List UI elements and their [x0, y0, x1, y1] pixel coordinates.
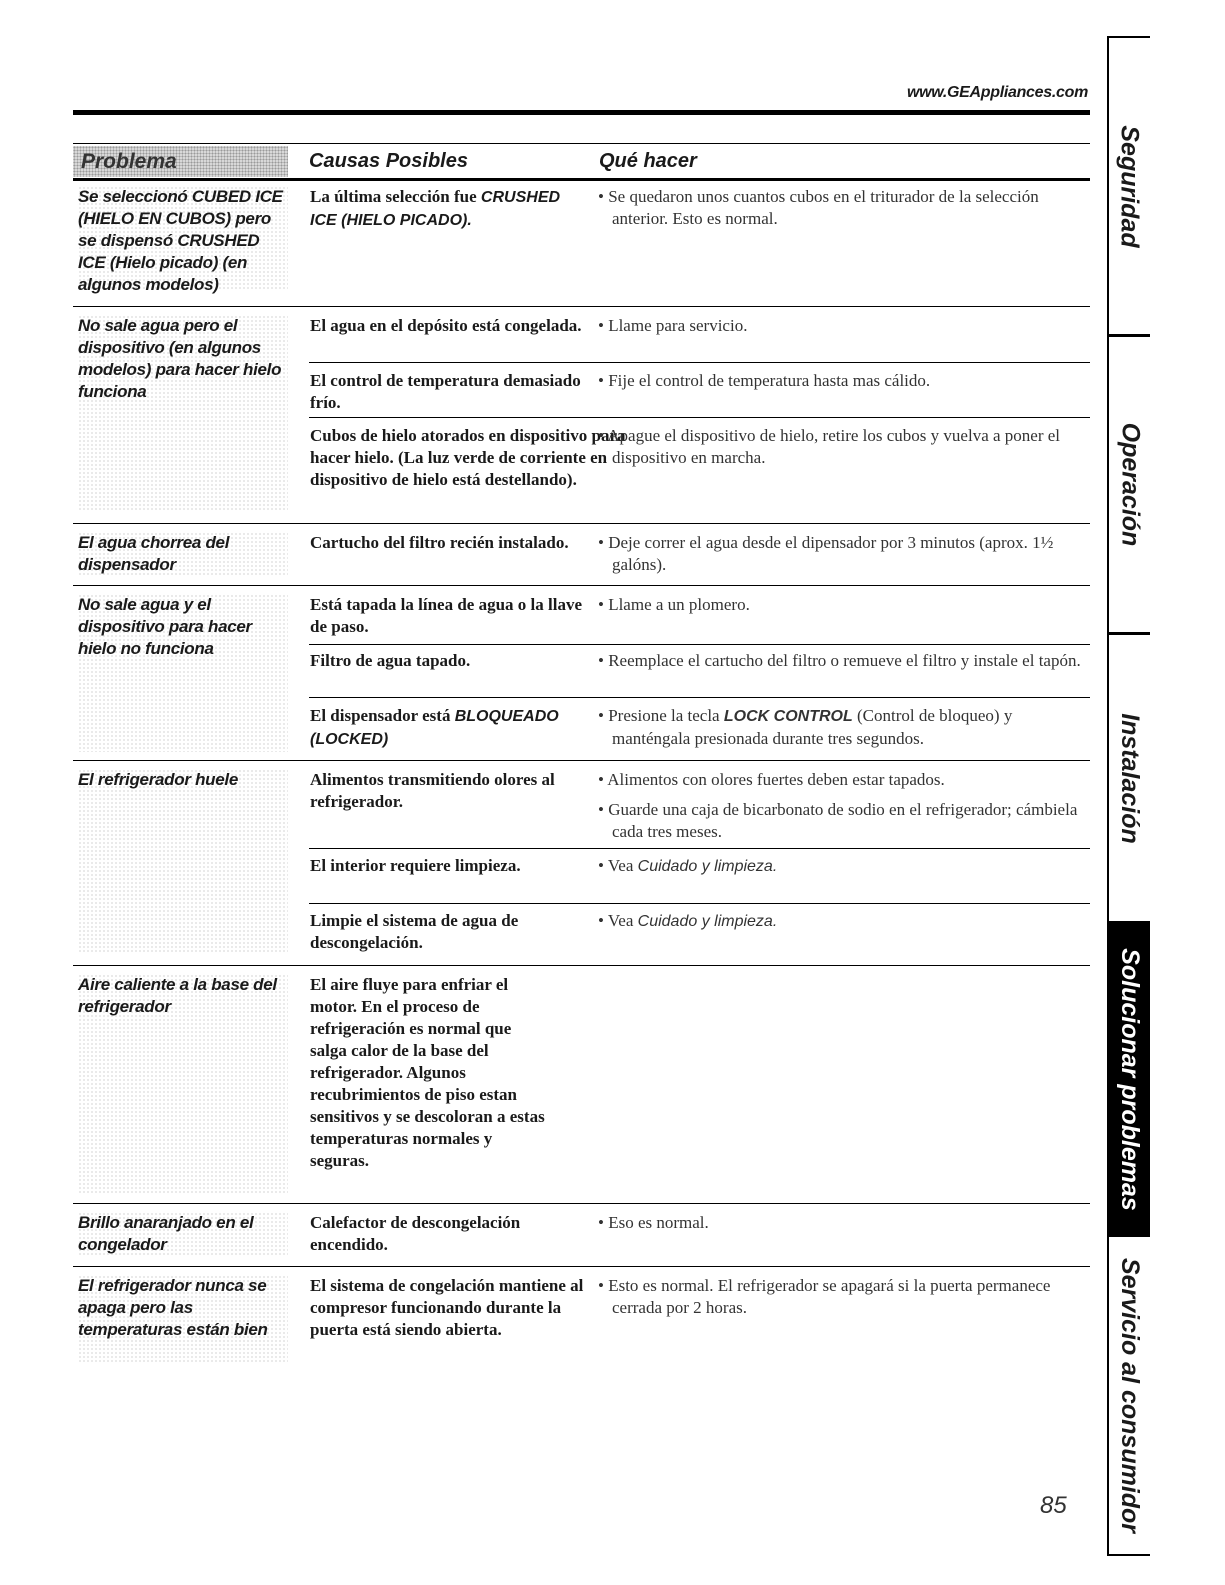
table-header [73, 143, 1090, 181]
problem-water-drips: El agua chorrea del dispensador [78, 532, 288, 576]
locked-label: BLOQUEADO (LOCKED) [310, 708, 559, 748]
cause-defrost-water: Limpie el sistema de agua de descongelación. [310, 911, 519, 952]
care-link-text: Cuidado y limpieza. [637, 913, 778, 930]
solution-replace-filter: • Reemplace el cartucho del filtro o remueve el filtro y instale el tapón. [598, 651, 1081, 670]
cause-cubes-stuck: Cubos de hielo atorados en dispositivo para hacer hielo. (La luz verde de corriente en dispositivo de hielo está destellando). [310, 426, 626, 489]
row-divider [73, 306, 1090, 307]
row-divider [73, 585, 1090, 586]
problem-orange-glow: Brillo anaranjado en el congelador [78, 1212, 288, 1256]
cause-dispenser-locked: El dispensador está BLOQUEADO (LOCKED) [310, 706, 559, 748]
problem-warm-air-base: Aire caliente a la base del refrigerador [78, 974, 288, 1194]
solution-see-care: • Vea Cuidado y limpieza. [598, 911, 778, 930]
cause-line-blocked: Está tapada la línea de agua o la llave de paso. [310, 595, 583, 636]
sub-divider [309, 697, 1090, 698]
row-divider [73, 523, 1090, 524]
lock-control-label: LOCK CONTROL [723, 708, 853, 725]
tab-seguridad[interactable]: Seguridad [1116, 124, 1144, 248]
row-divider [73, 1266, 1090, 1267]
sub-divider [309, 417, 1090, 418]
row-divider [73, 760, 1090, 761]
row-divider [73, 965, 1090, 966]
cause-new-filter: Cartucho del filtro recién instalado. [310, 533, 569, 552]
tab-servicio-consumidor[interactable]: Servicio al consumidor [1116, 1257, 1144, 1534]
solution-call-service: • Llame para servicio. [598, 316, 748, 335]
cause-interior-cleaning: El interior requiere limpieza. [310, 856, 521, 875]
sub-divider [309, 362, 1090, 363]
solution-cover-foods: • Alimentos con olores fuertes deben estar tapados. [598, 770, 945, 789]
problem-cubed-ice: Se seleccionó CUBED ICE (HIELO EN CUBOS) pero se dispensó CRUSHED ICE (Hielo picado) (en algunos modelos) [78, 186, 288, 290]
cause-temp-too-cold: El control de temperatura demasiado frío. [310, 371, 581, 412]
cause-filter-clogged: Filtro de agua tapado. [310, 651, 471, 670]
cause-crushed-selection: La última selección fue CRUSHED ICE (HIELO PICADO). [310, 187, 561, 229]
solution-normal-leftover: • Se quedaron unos cuantos cubos en el triturador de la selección anterior. Esto es normal. [598, 187, 1039, 228]
header-problema: Problema [73, 146, 288, 177]
solution-see-care: • Vea Cuidado y limpieza. [598, 856, 778, 875]
cause-defrost-heater: Calefactor de descongelación encendido. [310, 1213, 521, 1254]
cause-airflow-motor: El aire fluye para enfriar el motor. En el proceso de refrigeración es normal que salga calor de la base del refrigerador. Algunos recubrimientos de piso estan sensitivos y se descoloran a estas temperaturas normales y seguras. [310, 975, 545, 1170]
top-rule [73, 110, 1090, 115]
solution-restart-icemaker: • Apague el dispositivo de hielo, retire los cubos y vuelva a poner el dispositivo en marcha. [598, 426, 1061, 467]
tab-instalacion[interactable]: Instalación [1116, 712, 1144, 844]
problem-odor: El refrigerador huele [78, 769, 288, 954]
section-tabs [1107, 36, 1150, 1556]
problem-no-water-icemaker-works: No sale agua pero el dispositivo (en algunos modelos) para hacer hielo funciona [78, 315, 288, 511]
header-que-hacer: Qué hacer [599, 150, 697, 172]
solution-door-closed: • Esto es normal. El refrigerador se apagará si la puerta permanece cerrada por 2 horas. [598, 1276, 1051, 1317]
site-url: www.GEAppliances.com [906, 84, 1088, 101]
cause-frozen-reservoir: El agua en el depósito está congelada. [310, 316, 582, 335]
cause-freezing-system: El sistema de congelación mantiene al compresor funcionando durante la puerta está siendo abierta. [310, 1276, 584, 1339]
cause-crushed-label: CRUSHED ICE (HIELO PICADO). [310, 189, 561, 229]
solution-set-warmer: • Fije el control de temperatura hasta mas cálido. [598, 371, 931, 390]
header-causas: Causas Posibles [309, 150, 468, 172]
solution-normal: • Eso es normal. [598, 1213, 709, 1232]
sub-divider [309, 848, 1090, 849]
problem-never-stops: El refrigerador nunca se apaga pero las temperaturas están bien [78, 1275, 288, 1363]
care-link-text: Cuidado y limpieza. [637, 858, 778, 875]
tab-operacion[interactable]: Operación [1116, 422, 1144, 547]
solution-run-water: • Deje correr el agua desde el dipensador por 3 minutos (aprox. 1½ galóns). [598, 533, 1054, 574]
solution-press-lock-control: • Presione la tecla LOCK CONTROL (Control de bloqueo) y manténgala presionada durante tres segundos. [598, 706, 1013, 748]
tab-solucionar-problemas[interactable]: Solucionar problemas [1109, 921, 1150, 1237]
problem-no-water-no-ice: No sale agua y el dispositivo para hacer hielo no funciona [78, 594, 288, 752]
page-number: 85 [1040, 1492, 1067, 1519]
sub-divider [309, 903, 1090, 904]
sub-divider [309, 644, 1090, 645]
cause-food-odors: Alimentos transmitiendo olores al refrigerador. [310, 770, 555, 811]
row-divider [73, 1203, 1090, 1204]
solution-baking-soda: • Guarde una caja de bicarbonato de sodio en el refrigerador; cámbiela cada tres meses. [598, 800, 1078, 841]
solution-call-plumber: • Llame a un plomero. [598, 595, 750, 614]
